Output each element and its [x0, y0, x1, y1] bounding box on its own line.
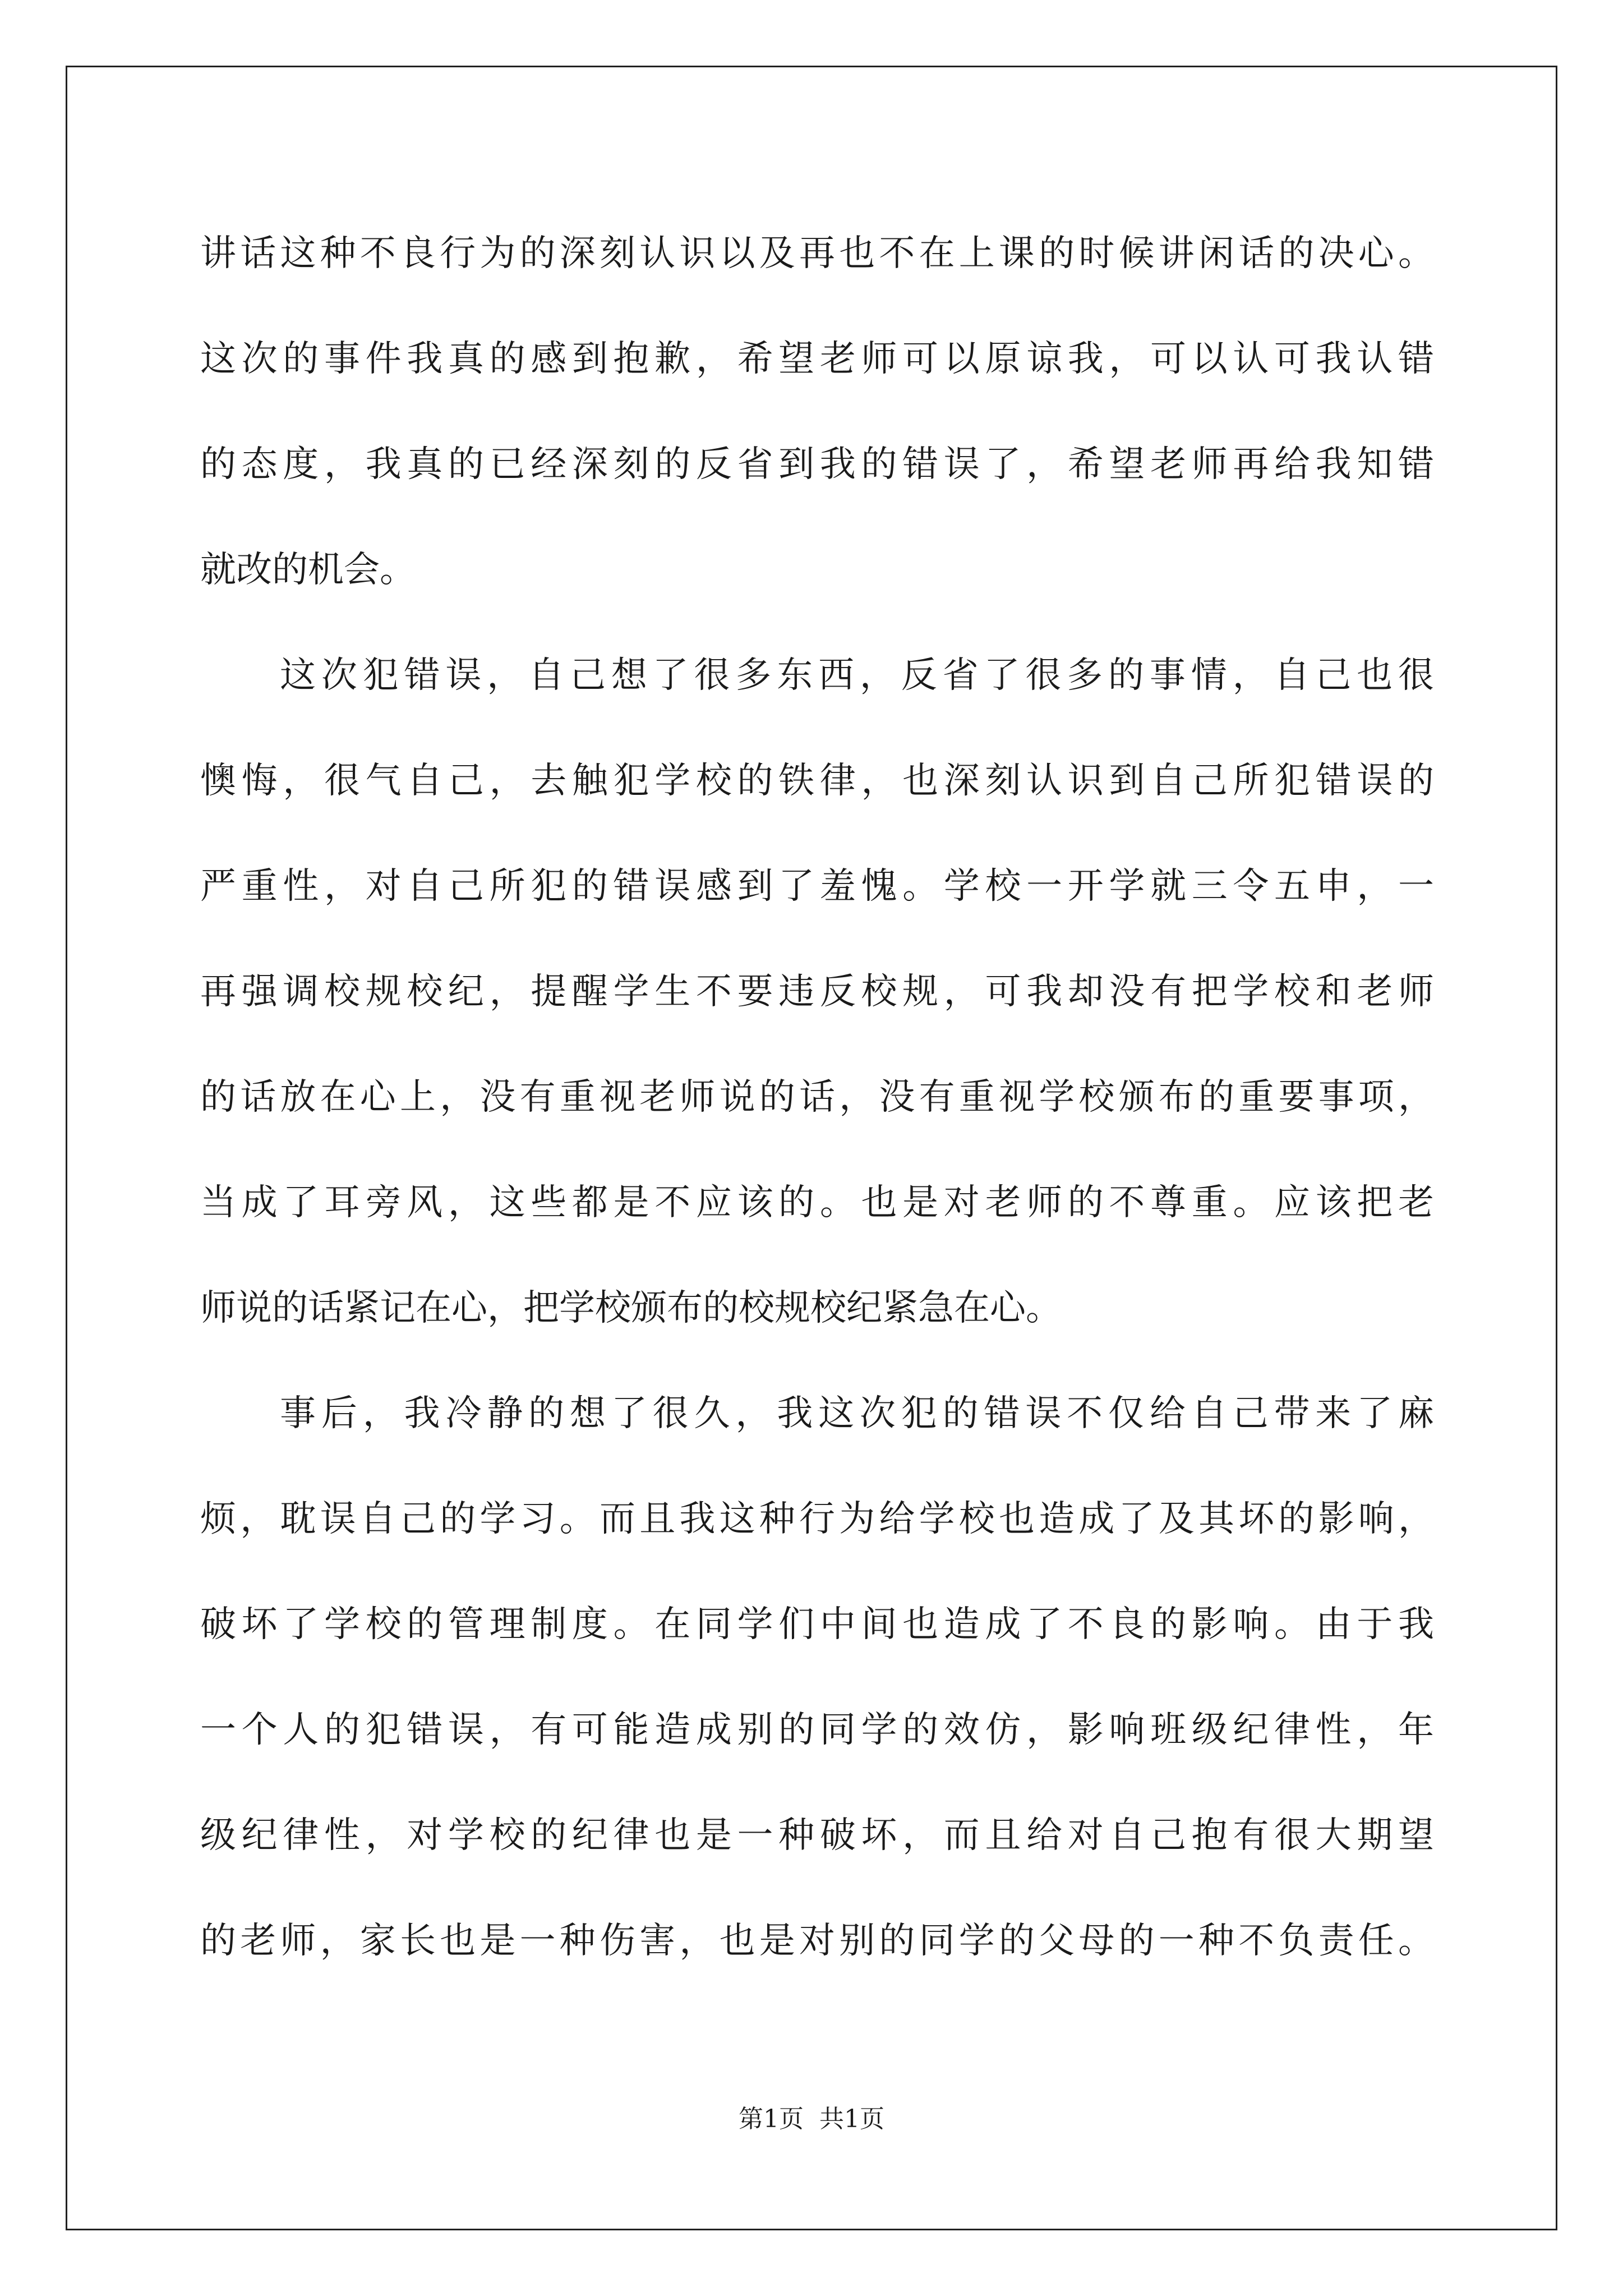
text-line: 的话放在心上，没有重视老师说的话，没有重视学校颁布的重要事项， [200, 1076, 1434, 1118]
text-line: 的态度，我真的已经深刻的反省到我的错误了，希望老师再给我知错 [200, 444, 1434, 485]
paragraph-start-line: 这次犯错误，自己想了很多东西，反省了很多的事情，自己也很 [280, 655, 1434, 696]
text-line: 当成了耳旁风，这些都是不应该的。也是对老师的不尊重。应该把老 [200, 1182, 1434, 1223]
page-number: 第1页 [739, 2105, 804, 2133]
text-line: 再强调校规校纪，提醒学生不要违反校规，可我却没有把学校和老师 [200, 971, 1434, 1013]
text-line: 师说的话紧记在心，把学校颁布的校规校纪紧急在心。 [200, 1287, 1062, 1329]
text-line: 这次的事件我真的感到抱歉，希望老师可以原谅我，可以认可我认错 [200, 338, 1434, 380]
text-line: 就改的机会。 [200, 549, 416, 591]
text-line: 烦，耽误自己的学习。而且我这种行为给学校也造成了及其坏的影响， [200, 1498, 1434, 1540]
text-line: 一个人的犯错误，有可能造成别的同学的效仿，影响班级纪律性，年 [200, 1709, 1434, 1751]
text-line: 懊悔，很气自己，去触犯学校的铁律，也深刻认识到自己所犯错误的 [200, 760, 1434, 802]
page-footer [0, 2102, 1623, 2136]
text-line: 破坏了学校的管理制度。在同学们中间也造成了不良的影响。由于我 [200, 1604, 1434, 1645]
document-body [200, 201, 1434, 1994]
text-line: 级纪律性，对学校的纪律也是一种破坏，而且给对自己抱有很大期望 [200, 1815, 1434, 1856]
text-line: 的老师，家长也是一种伤害，也是对别的同学的父母的一种不负责任。 [200, 1920, 1434, 1962]
page-total: 共1页 [819, 2105, 884, 2133]
paragraph-start-line: 事后，我冷静的想了很久，我这次犯的错误不仅给自己带来了麻 [280, 1393, 1434, 1434]
text-line: 讲话这种不良行为的深刻认识以及再也不在上课的时候讲闲话的决心。 [200, 233, 1434, 274]
text-line: 严重性，对自己所犯的错误感到了羞愧。学校一开学就三令五申，一 [200, 866, 1434, 907]
